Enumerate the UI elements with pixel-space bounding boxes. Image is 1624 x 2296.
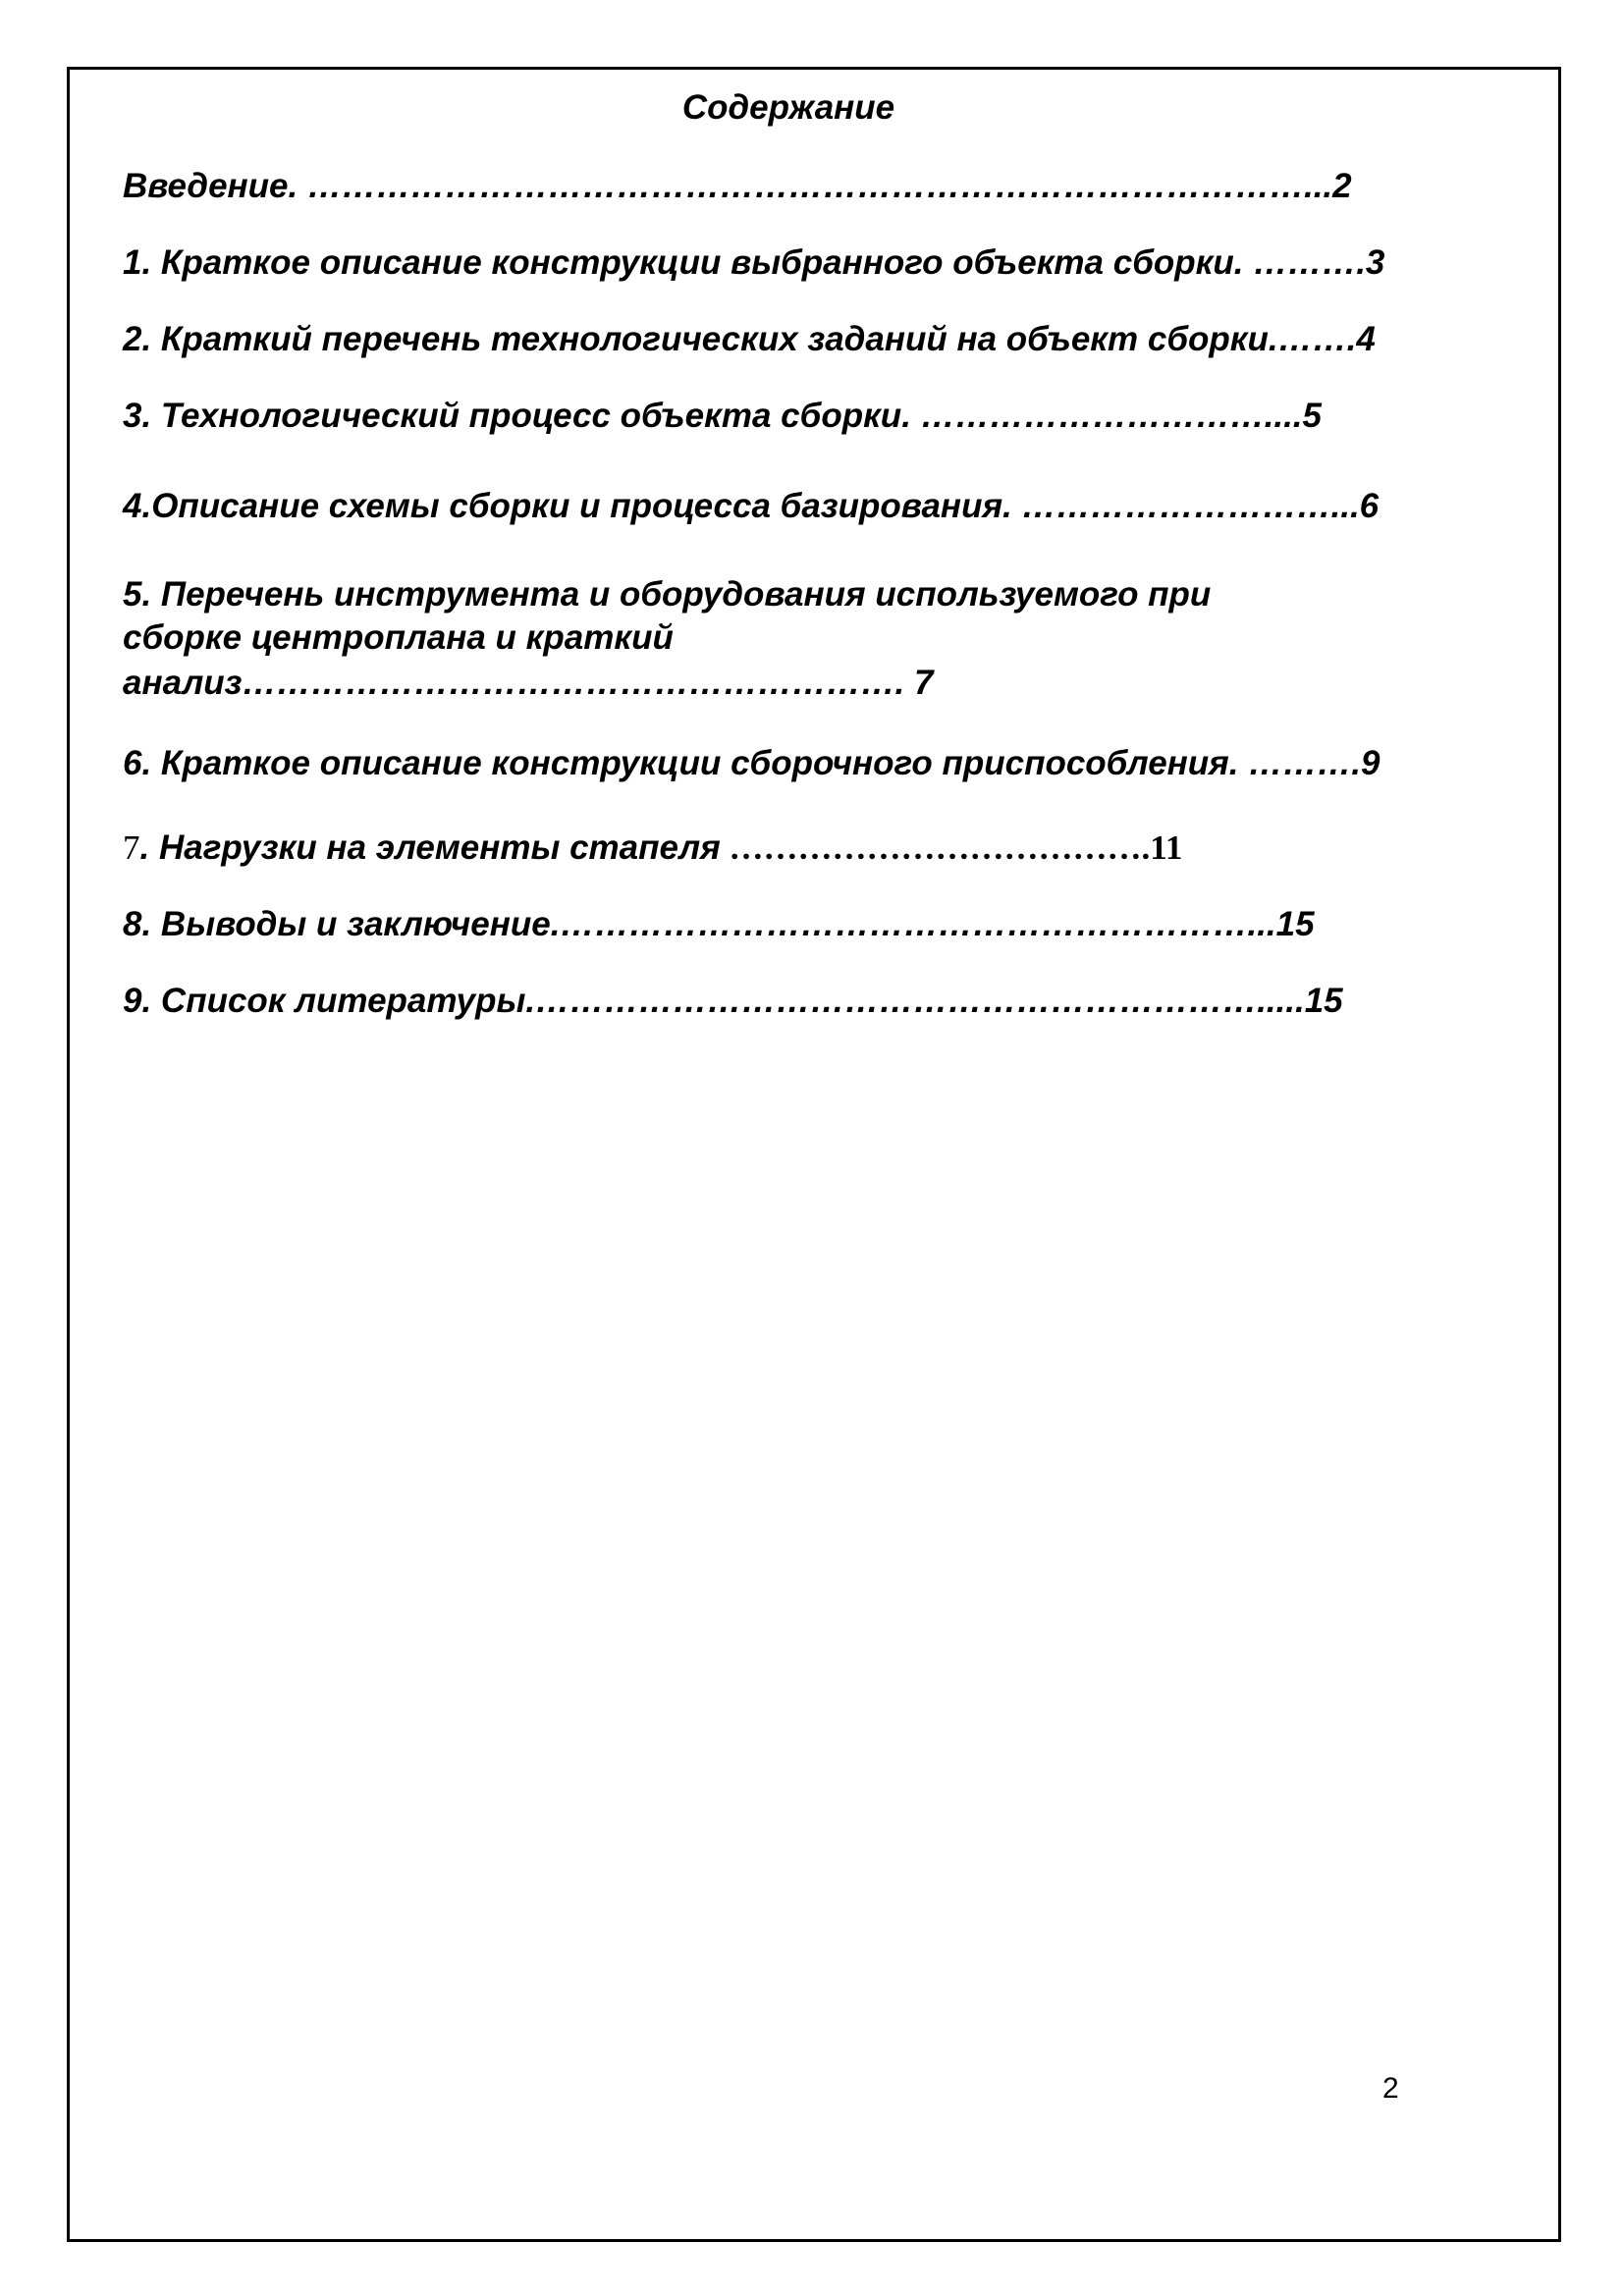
toc-entry-7 [123, 827, 1537, 870]
page-number: 2 [1382, 2072, 1399, 2105]
toc-entry-5-line-1: 5. Перечень инструмента и оборудования используемого при [123, 575, 1212, 614]
toc-entry-7-text: . Нагрузки на элементы стапеля [139, 828, 721, 867]
toc-entry-2: 2. Краткий перечень технологических заданий на объект сборки.…….4 [123, 320, 1376, 358]
toc-entry-7-leader: ……………………………….11 [720, 828, 1183, 867]
toc-entry-6: 6. Краткое описание конструкции сборочного приспособления. ……….9 [123, 744, 1380, 782]
toc-entry-introduction: Введение. ……………………………………………………………………………...2 [123, 167, 1352, 205]
toc-entry-3: 3. Технологический процесс объекта сборки. …………………………....5 [123, 397, 1323, 435]
toc-entry-4: 4.Описание схемы сборки и процесса базирования. ………………………...6 [123, 487, 1380, 525]
page-frame [67, 67, 1561, 2242]
toc-entry-5-line-3: анализ…………………………………………………. 7 [123, 664, 934, 702]
toc-entry-7-number: 7 [123, 828, 140, 867]
toc-entry-5-line-2: сборке центроплана и краткий [123, 618, 674, 657]
toc-entry-8: 8. Выводы и заключение.……………………………………………………...15 [123, 905, 1315, 943]
toc-title: Содержание [681, 88, 895, 127]
toc-entry-1: 1. Краткое описание конструкции выбранного объекта сборки. ……….3 [123, 243, 1385, 282]
toc-entry-9: 9. Список литературы.……………………………………………………….....15 [123, 982, 1343, 1020]
